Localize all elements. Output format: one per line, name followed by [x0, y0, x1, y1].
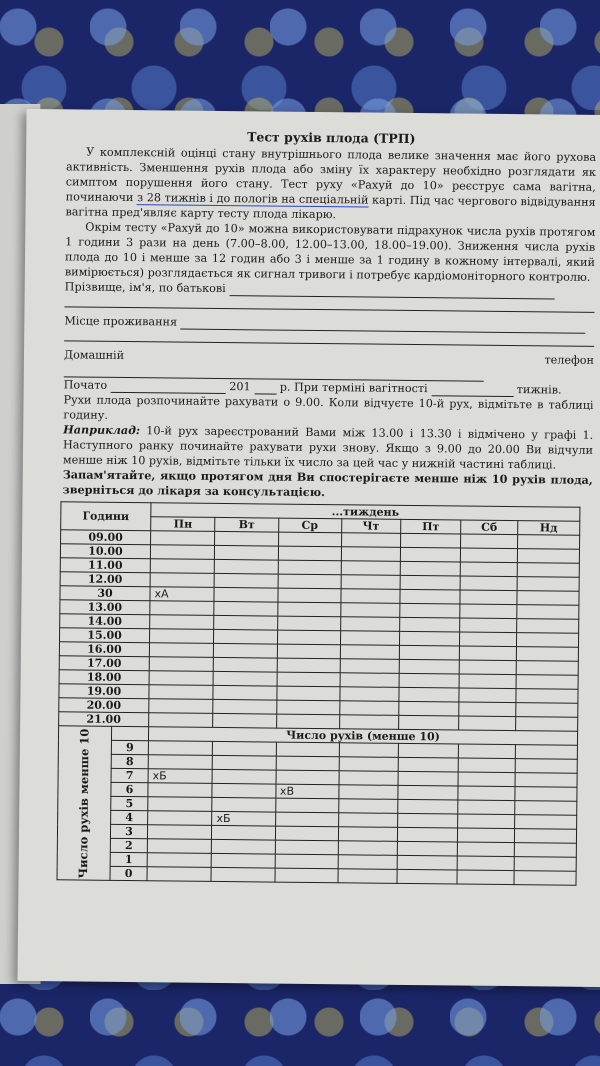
table-row: 2	[57, 838, 576, 857]
mark-b[interactable]: хБ	[148, 769, 213, 784]
table-row: 09.00	[61, 530, 580, 549]
table-row: 7 хБ	[58, 768, 577, 787]
side-label: Число рухів менше 10	[57, 726, 112, 881]
week-header: ...тиждень	[151, 503, 580, 521]
table-row: 15.00	[60, 628, 579, 647]
table-row: 21.00	[59, 712, 578, 731]
table-row: 0	[57, 866, 576, 885]
table-row: 20.00	[59, 698, 578, 717]
para-1-end: карті. Під час чергового відвідування вагітна пред'являє карту тесту плода лікарю.	[65, 193, 596, 222]
doc-title: Тест рухів плода (ТРП)	[247, 129, 416, 147]
table-row: 8	[58, 754, 577, 773]
day-sun: Нд	[517, 521, 579, 536]
table-row: 3	[57, 824, 576, 843]
table-row: 16.00	[59, 642, 578, 661]
address-line: Місце проживання	[64, 313, 594, 334]
mark-v[interactable]: хВ	[275, 784, 338, 799]
remember-note: Запам'ятайте, якщо протягом дня Ви спостерігаєте менше ніж 10 рухів плода, зверніться до лікаря за консультацією.	[62, 467, 593, 500]
para-3: Рухи плода розпочинайте рахувати о 9.00. Коли відчуєте 10-й рух, відмітьте в таблиці годину.	[63, 393, 594, 422]
mark-b2[interactable]: хБ	[212, 811, 275, 826]
mark-a[interactable]: хА	[150, 587, 215, 602]
example: Наприклад: 10-й рух зареєстрований Вами між 13.00 і 13.30 і відмічено у графі 1. Наступного ранку починайте рахувати рухи знову. Якщо з 9.00 до 20.00 Ви відчули менше ніж 10 рухів, відмітьте тільки їх число за цей час у нижній частині таблиці.	[62, 422, 594, 472]
table-row: 10.00	[60, 544, 579, 563]
day-sat: Сб	[461, 520, 518, 535]
para-1-start: У комплексній оцінці стану внутрішнього плода велике значення має його рухова активність. Зменшення рухів плода або зміну їх характеру необхідно розглядати як симптом порушення його стану. Тест руху «Рахуй до 10» реєструє сама вагітна, починаючи	[65, 145, 597, 205]
document-page	[17, 109, 600, 987]
table-row: 14.00	[60, 614, 579, 633]
table-row: 17.00	[59, 656, 578, 675]
table-row: 6 хВ	[58, 782, 577, 801]
para-1-underlined: з 28 тижнів і до пологів на спеціальній	[136, 191, 369, 207]
table-row: 5	[58, 796, 577, 815]
movement-table	[57, 501, 581, 885]
started-line: Почато 201 р. При терміні вагітності тижнів.	[63, 378, 562, 397]
table-row: 4 хБ	[58, 810, 577, 829]
day-tue: Вт	[215, 517, 278, 532]
para-2: Окрім тесту «Рахуй до 10» можна використовувати підрахунок числа рухів протягом 1 години 3 рази на день (7.00–8.00, 12.00–13.00, 18.00–19.00). Зниження числа рухів плода до 10 і менше за 12 годин або 3 і менше за 1 годину в кожному інтервалі, який вимірюється) розглядається як сигнал тривоги і потребує кардіомоніторного контролю.	[64, 220, 596, 284]
hours-header: Години	[61, 502, 151, 531]
document-text	[63, 127, 597, 503]
table-row: 9	[58, 740, 577, 759]
count-header: Число рухів (менше 10)	[148, 727, 577, 745]
table-row: 30 хА	[60, 586, 579, 605]
table-row: 1	[57, 852, 576, 871]
table-row: 18.00	[59, 670, 578, 689]
table-row: 11.00	[60, 558, 579, 577]
para-1	[65, 144, 596, 225]
day-fri: Пт	[400, 519, 460, 534]
table-row: 12.00	[60, 572, 579, 591]
table-row: 19.00	[59, 684, 578, 703]
name-line: Прізвище, ім'я, по батькові	[65, 279, 595, 300]
table-row: 13.00	[60, 600, 579, 619]
day-wed: Ср	[278, 518, 341, 533]
day-mon: Пн	[151, 517, 216, 532]
phone-line: Домашній телефон	[64, 347, 594, 383]
day-thu: Чт	[341, 519, 400, 534]
